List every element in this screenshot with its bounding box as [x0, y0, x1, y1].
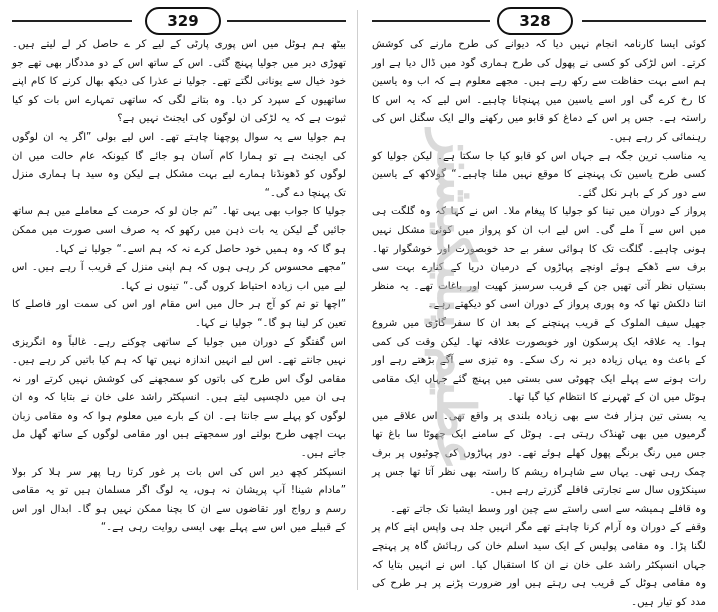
paragraph: وہ قافلے ہمیشہ سے اسی راستے سے چین اور وسط ایشیا تک جاتے تھے۔	[390, 503, 706, 515]
page-body	[372, 36, 706, 612]
paragraph: بیٹھ ہم ہوٹل میں اس پوری پارٹی کے لیے کر ے حاصل کر لے لیتے ہیں۔ تھوڑی دیر میں جولیا پہنچ گئی۔ اس کے ساتھ اس کے دو مددگار بھی تھے جو خود خیال سے یونانی لگتے تھے۔ جولیا نے عذرا کی دیکھ بھال کرنے کا کام اپنے ساتھیوں کے سپرد کر دیا۔ وہ بتانے لگی کہ ساتھی تمہارے اس بات کو کیا ثبوت ہے کہ یہ لڑکی ان لوگوں کی ایجنٹ نہیں ہے؟	[12, 39, 346, 125]
paragraph: انسپکٹر کچھ دیر اس کی اس بات پر غور کرتا رہا پھر سر ہلا کر بولا ”مادام شینا! آپ پریشان نہ ہوں، یہ لوگ اگر مسلمان ہیں تو یہ مقامی رسم و رواج اور تقاضوں سے ان کا بچنا ممکن نہیں ہو گا۔ ابدال اور اس کے قبیلے میں اس سے پہلے بھی ایسی روایت رہی ہے۔“	[12, 466, 346, 534]
paragraph: ہم جولیا سے یہ سوال پوچھنا چاہتے تھے۔ اس لیے بولی ”اگر یہ ان لوگوں کی ایجنٹ ہے تو ہمارا کام آسان ہو جائے گا کیونکہ عام حالت میں ان لوگوں کو ڈھونڈنا ہمارے لیے بہت مشکل ہے لیکن وہ سید ہا ہماری منزل تک پہنچا دے گی۔“	[12, 131, 346, 199]
page-gutter	[357, 10, 358, 590]
publisher-watermark: عظیم پبلیکیشنز	[425, 129, 486, 471]
paragraph: ”اچھا تو تم کو آج ہر حال میں اس مقام اور اس کی سمت اور فاصلے کا تعین کر لینا ہو گا۔“ جولیا نے کہا۔	[12, 299, 346, 329]
paragraph: ”مجھے محسوس کر رہی ہوں کہ ہم اپنی منزل کے قریب آ رہے ہیں۔ اس لیے میں اب زیادہ احتیاط کروں گی۔“ تینوں نے کہا۔	[12, 262, 346, 292]
paragraph: اس گفتگو کے دوران میں جولیا کے ساتھی چوکنے رہے۔ غالباً وہ انگریزی نہیں جانتے تھے۔ اس لیے انہیں اندازہ نہیں تھا کہ ہم کیا باتیں کر رہے ہیں۔ مقامی لوگ اس طرح کی باتوں کو سمجھنے کی کوشش نہیں کرتے اور نہ ہی ان میں دلچسپی لیتے ہیں۔ انسپکٹر راشد علی خان نے بتایا کہ وہ ان لوگوں کو پہلے سے جانتا ہے۔ ان کے بارے میں معلوم ہوا کہ وہ مقامی زبان بہت اچھی طرح بولتے اور سمجھتے ہیں اور مقامی لوگوں کے ساتھ گھل مل جاتے ہیں۔	[12, 336, 346, 460]
page-number: 329	[145, 7, 221, 35]
header-rule	[582, 20, 706, 22]
paragraph: یہ بستی تین ہزار فٹ سے بھی زیادہ بلندی پر واقع تھی۔ اس علاقے میں گرمیوں میں بھی ٹھنڈک رہتی ہے۔ ہوٹل کے سامنے ایک چھوٹا سا باغ تھا جس میں رنگ برنگے پھول کھلے ہوئے تھے۔ دور پہاڑوں کی چوٹیوں پر برف چمک رہی تھی۔ یہاں سے شاہراہ ریشم کا راستہ بھی نظر آتا تھا جس پر سینکڑوں سال سے تجارتی قافلے گزرتے رہے ہیں۔	[372, 410, 706, 497]
right-page	[362, 0, 718, 608]
paragraph: وقفے کے دوران وہ آرام کرنا چاہتے تھے مگر انہیں جلد ہی واپس اپنے کام پر لگنا پڑا۔ وہ مقامی پولیس کے ایک سید اسلم خان کی رہائش گاہ پر پہنچے جہاں انسپکٹر راشد علی خان نے ان کا استقبال کیا۔ اس نے انہیں بتایا کہ وہ مقامی ہوٹل کے قریب ہی رہتے ہیں اور ضرورت پڑنے پر ہر طرح کی مدد کو تیار ہیں۔	[372, 522, 706, 608]
page-header	[12, 6, 346, 36]
header-rule	[372, 20, 490, 22]
paragraph: جھیل سیف الملوک کے قریب پہنچنے کے بعد ان کا سفر گاڑی میں شروع ہوا۔ یہ علاقہ ایک پرسکون اور خوبصورت علاقہ تھا۔ لیکن وقت کی کمی کے باعث وہ یہاں زیادہ دیر نہ رک سکے۔ وہ تیزی سے آگے بڑھتے رہے اور رات ہونے سے پہلے ایک چھوٹی سی بستی میں پہنچ گئے جہاں ایک مقامی ہوٹل میں ان کے ٹھہرنے کا انتظام کیا گیا تھا۔	[372, 317, 706, 404]
page-header	[372, 6, 706, 36]
paragraph: یہ مناسب ترین جگہ ہے جہاں اس کو قابو کیا جا سکتا ہے۔ لیکن جولیا کو کسی طرح یاسین تک پہنچنے کا موقع نہیں ملنا چاہیے۔“ گولاکھ کے یاسین سے دور کر کے باہر نکل گئے۔	[372, 150, 706, 199]
page-number: 328	[497, 7, 573, 35]
header-rule	[227, 20, 346, 22]
paragraph: کوئی ایسا کارنامہ انجام نہیں دیا کہ دیوانے کی طرح مارنے کی کوشش کرتے۔ اس لڑکی کو کسی نے پھول کی طرح ہماری گود میں ڈال دیا ہے اور ہم اسے بہت حفاظت سے رکھ رہے ہیں۔ مجھے معلوم ہے کہ اب وہ یاسین کا رخ کرے گی اور اسے یاسین میں پہنچانا چاہیے۔ اس لیے کہ یہ اس کا راستہ ہے۔ جس پر اس کے دماغ کو قابو میں رکھنے والے ایک سگنل اس کی رہنمائی کر رہے ہیں۔	[372, 39, 706, 143]
left-page	[0, 0, 356, 599]
paragraph: پرواز کے دوران میں تینا کو جولیا کا پیغام ملا۔ اس نے کہا کہ وہ گلگت ہی میں اس سے آ ملے گی۔ اس لیے اب ان کو پرواز میں کوئی مشکل نہیں ہونی چاہیے۔ گلگت تک کا ہوائی سفر بے حد خوبصورت اور خوشگوار تھا۔ برف سے ڈھکے ہوئے اونچے پہاڑوں کے درمیان دریا کے کنارے بہت سی بستیاں نظر آتی تھیں جن کے قریب سرسبز کھیت اور باغات تھے۔ یہ منظر اتنا دلکش تھا کہ وہ پوری پرواز کے دوران اسی کو دیکھتے رہے۔	[372, 206, 706, 311]
paragraph: جولیا کا جواب بھی یہی تھا۔ ”تم جان لو کہ حرمت کے معاملے میں ہم ساتھ جائیں گے لیکن یہ بات ذہن میں رکھو کہ یہ صرف اسی صورت میں ممکن ہو گا کہ وہ ہمیں خود حاصل کرے نہ کہ ہم اسے۔“ جولیا نے کہا۔	[12, 206, 346, 255]
page-body	[12, 36, 346, 538]
header-rule	[12, 20, 132, 22]
